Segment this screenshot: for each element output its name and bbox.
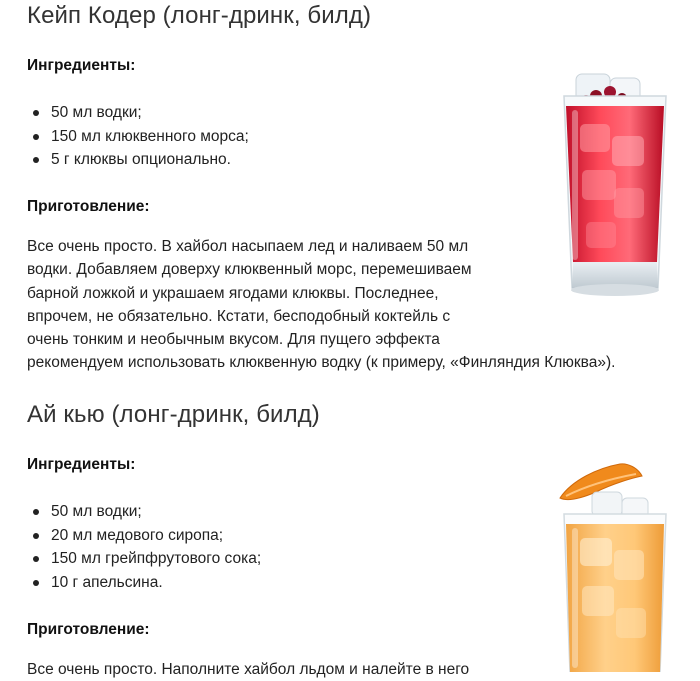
list-item: 150 мл грейпфрутового сока; — [27, 547, 261, 571]
preparation-label: Приготовление: — [27, 621, 150, 638]
preparation-line: водки. Добавляем доверху клюквенный морс, перемешиваем — [27, 261, 472, 279]
list-item: 20 мл медового сиропа; — [27, 524, 261, 548]
recipe-title: Кейп Кодер (лонг-дринк, билд) — [27, 2, 372, 29]
ingredients-label: Ингредиенты: — [27, 57, 136, 74]
preparation-line: рекомендуем использовать клюквенную водку (к примеру, «Финляндия Клюква»). — [27, 354, 616, 372]
list-item: 50 мл водки; — [27, 101, 249, 125]
preparation-line: барной ложкой и украшаем ягодами клюквы. Последнее, — [27, 284, 439, 302]
list-item: 5 г клюквы опционально. — [27, 148, 249, 172]
preparation-line: очень тонким и необычным вкусом. Для пущего эффекта — [27, 331, 440, 349]
recipe-title: Ай кью (лонг-дринк, билд) — [27, 401, 320, 428]
preparation-label: Приготовление: — [27, 198, 150, 215]
red-cranberry-highball-glass-icon — [552, 66, 678, 310]
list-item: 150 мл клюквенного морса; — [27, 125, 249, 149]
list-item: 10 г апельсина. — [27, 571, 261, 595]
preparation-text — [27, 235, 615, 375]
orange-highball-glass-with-peel-icon — [552, 458, 678, 672]
preparation-line: Все очень просто. В хайбол насыпаем лед и наливаем 50 мл — [27, 238, 469, 255]
preparation-text — [27, 658, 469, 681]
ingredients-label: Ингредиенты: — [27, 456, 136, 473]
preparation-line: впрочем, не обязательно. Кстати, бесподобный коктейль с — [27, 307, 451, 325]
ingredients-list — [27, 500, 261, 594]
list-item: 50 мл водки; — [27, 500, 261, 524]
ingredients-list — [27, 101, 249, 172]
preparation-line: Все очень просто. Наполните хайбол льдом и налейте в него — [27, 661, 470, 678]
